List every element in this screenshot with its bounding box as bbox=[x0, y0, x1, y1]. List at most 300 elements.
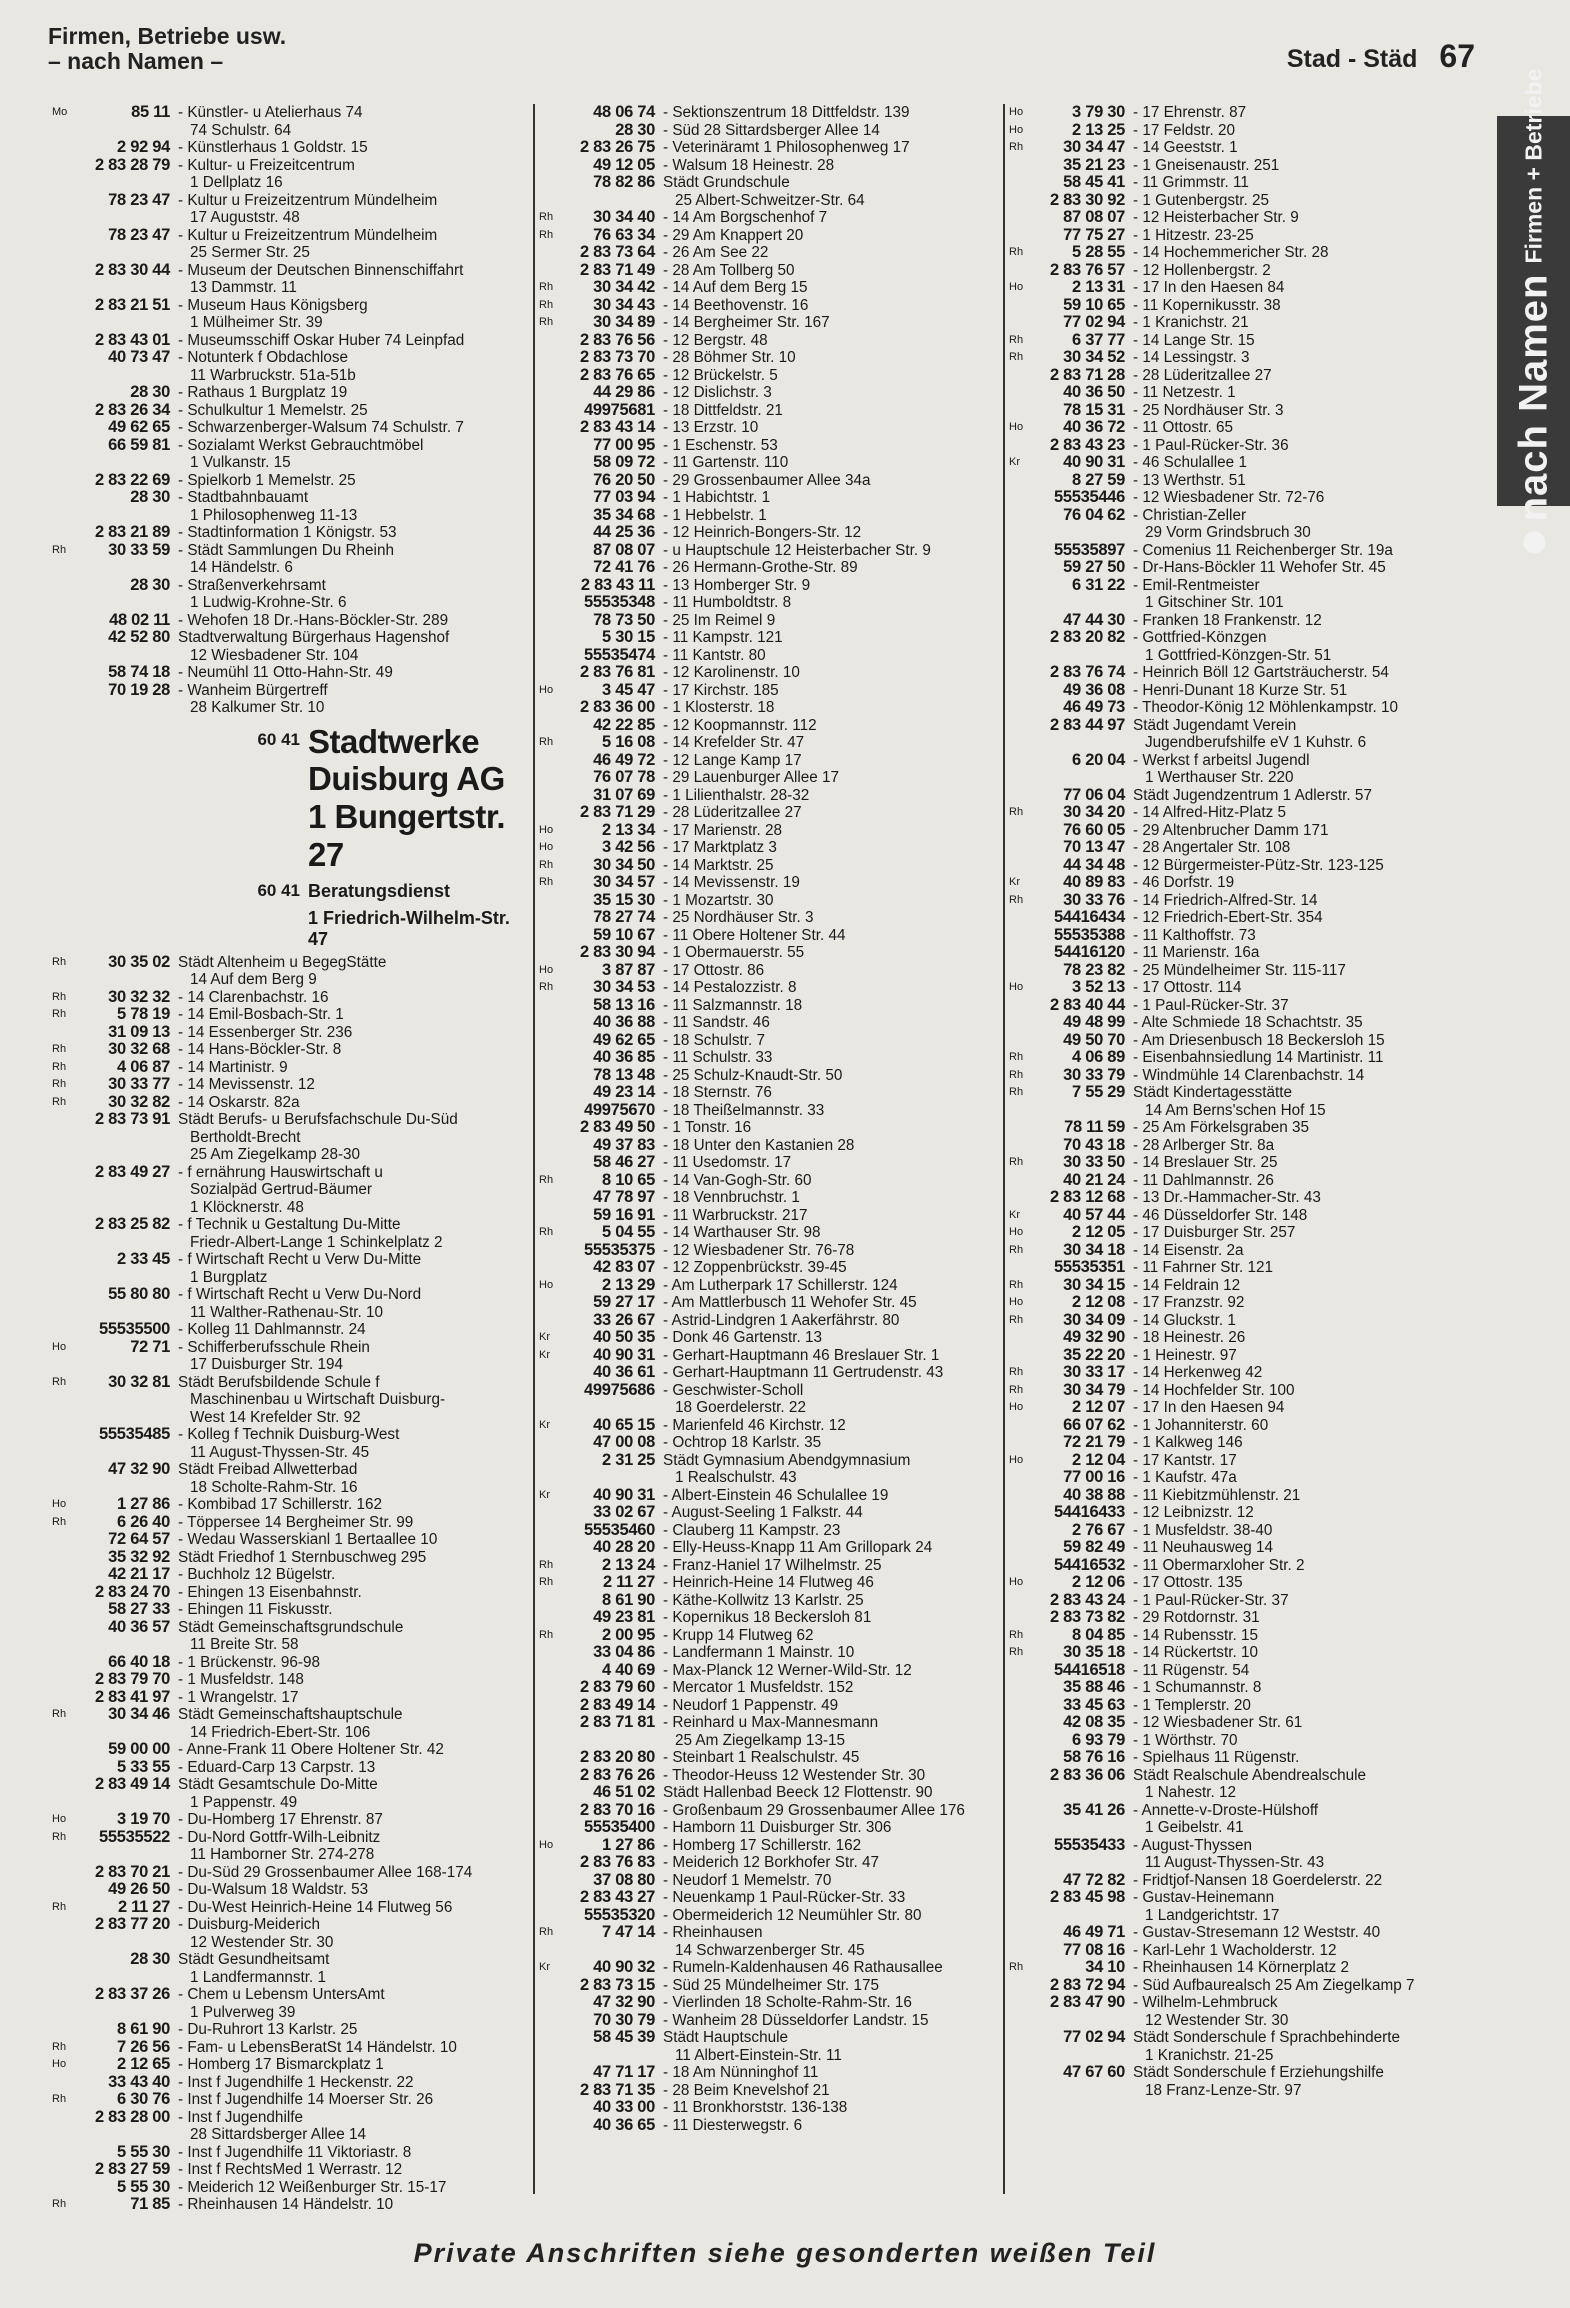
entry-text bbox=[1133, 1714, 1493, 1732]
listing-entry bbox=[48, 489, 533, 524]
listing-entry bbox=[535, 1644, 1003, 1662]
entry-name: - Veterinäramt 1 Philosophenweg 17 bbox=[663, 139, 910, 156]
entry-text bbox=[1133, 122, 1493, 140]
district-prefix bbox=[1005, 1504, 1033, 1522]
phone-number: 58 45 41 bbox=[1063, 173, 1125, 191]
listing-entry bbox=[535, 279, 1003, 297]
district-prefix bbox=[48, 612, 78, 630]
district-prefix bbox=[535, 1679, 563, 1697]
listing-entry bbox=[1005, 1347, 1493, 1365]
column-2 bbox=[533, 104, 1003, 2194]
phone-number: 30 34 09 bbox=[1063, 1310, 1125, 1329]
entry-address-line: 1 Dellplatz 16 bbox=[190, 174, 283, 191]
entry-text bbox=[663, 1627, 1003, 1645]
district-prefix bbox=[535, 1049, 563, 1067]
entry-name: - 46 Schulallee 1 bbox=[1133, 454, 1247, 471]
phone-number: 2 83 21 89 bbox=[95, 523, 170, 541]
listing-entry bbox=[535, 1084, 1003, 1102]
entry-address-line: 1 Landfermannstr. 1 bbox=[190, 1968, 327, 1986]
phone-number: 2 83 71 81 bbox=[580, 1713, 655, 1731]
entry-name: - Gerhart-Hauptmann 11 Gertrudenstr. 43 bbox=[663, 1364, 944, 1381]
entry-name: - Eduard-Carp 13 Carpstr. 13 bbox=[178, 1758, 376, 1776]
entry-name: - 25 Mündelheimer Str. 115-117 bbox=[1133, 961, 1346, 979]
entry-name: - Chem u Lebensm UntersAmt bbox=[178, 1986, 385, 2004]
entry-name: - 14 Auf dem Berg 15 bbox=[663, 279, 808, 296]
entry-name: - 1 Paul-Rücker-Str. 37 bbox=[1133, 1591, 1289, 1609]
entry-text bbox=[663, 1294, 1003, 1312]
district-prefix: Rh bbox=[539, 228, 554, 241]
district-prefix: Rh bbox=[539, 1558, 554, 1571]
entry-name: - u Hauptschule 12 Heisterbacher Str. 9 bbox=[663, 541, 931, 559]
phone-number: 44 25 36 bbox=[593, 523, 655, 541]
listing-entry bbox=[535, 1294, 1003, 1312]
entry-text bbox=[1133, 1924, 1493, 1942]
listing-entry bbox=[1005, 174, 1493, 192]
phone-number: 55535522 bbox=[98, 1827, 170, 1846]
phone-number: 2 83 26 34 bbox=[95, 400, 170, 419]
entry-text bbox=[178, 524, 533, 542]
entry-text bbox=[663, 1854, 1003, 1872]
entry-name: - 28 Am Tollberg 50 bbox=[663, 261, 795, 279]
entry-name: Städt Grundschule bbox=[663, 174, 790, 191]
entry-text bbox=[178, 2196, 533, 2214]
entry-name: - Clauberg 11 Kampstr. 23 bbox=[663, 1521, 841, 1539]
entry-text bbox=[178, 332, 533, 350]
entry-text bbox=[178, 1496, 533, 1514]
entry-address-line: 13 Dammstr. 11 bbox=[190, 279, 297, 296]
entry-name: - 28 Angertaler Str. 108 bbox=[1133, 839, 1291, 856]
entry-text bbox=[663, 157, 1003, 175]
listing-entry bbox=[1005, 1679, 1493, 1697]
entry-text bbox=[1133, 1942, 1493, 1960]
entry-address-line: 17 Auguststr. 48 bbox=[190, 209, 300, 226]
entry-name: - Hamborn 11 Duisburger Str. 306 bbox=[663, 1819, 892, 1836]
entry-text bbox=[178, 419, 533, 437]
listing-entry bbox=[48, 1094, 533, 1112]
listing-entry bbox=[1005, 857, 1493, 875]
entry-text bbox=[1133, 1277, 1493, 1295]
phone-number: 71 85 bbox=[130, 2195, 170, 2214]
entry-name: Städt Sonderschule f Sprachbehinderte bbox=[1133, 2029, 1401, 2046]
entry-address-line: Friedr-Albert-Lange 1 Schinkelplatz 2 bbox=[190, 1233, 443, 1251]
district-prefix: Ho bbox=[52, 1813, 67, 1826]
phone-number: 70 19 28 bbox=[108, 680, 170, 699]
footer-note: Private Anschriften siehe gesonderten weißen Teil bbox=[413, 2238, 1157, 2268]
district-prefix: Rh bbox=[52, 543, 67, 556]
entry-text bbox=[1133, 1347, 1493, 1365]
entry-name: - 12 Dislichstr. 3 bbox=[663, 384, 772, 401]
phone-number: 2 92 94 bbox=[117, 138, 170, 156]
district-prefix bbox=[535, 1749, 563, 1767]
entry-text bbox=[1133, 402, 1493, 420]
entry-name: - Windmühle 14 Clarenbachstr. 14 bbox=[1133, 1066, 1365, 1084]
entry-name: - 1 Lilienthalstr. 28-32 bbox=[663, 786, 810, 804]
phone-number: 1 27 86 bbox=[602, 1835, 655, 1854]
listing-entry bbox=[1005, 629, 1493, 664]
phone-number: 33 43 40 bbox=[108, 2072, 170, 2091]
entry-text bbox=[663, 1802, 1003, 1820]
entry-text bbox=[178, 262, 533, 297]
entry-text bbox=[1133, 664, 1493, 682]
district-prefix bbox=[535, 647, 563, 665]
phone-number: 85 11 bbox=[131, 103, 170, 121]
district-prefix bbox=[48, 1986, 78, 2021]
entry-name: - Du-Ruhrort 13 Karlstr. 25 bbox=[178, 2021, 358, 2039]
phone-number: 2 83 71 35 bbox=[580, 2080, 655, 2099]
entry-name: - 14 Pestalozzistr. 8 bbox=[663, 979, 797, 996]
listing-entry bbox=[535, 209, 1003, 227]
entry-address-line: 14 Am Berns'schen Hof 15 bbox=[1145, 1101, 1326, 1119]
entry-address-line: 12 Wiesbadener Str. 104 bbox=[190, 646, 359, 664]
listing-entry bbox=[535, 1154, 1003, 1172]
entry-name: - 12 Leibnizstr. 12 bbox=[1133, 1504, 1254, 1521]
listing-entry bbox=[48, 954, 533, 989]
listing-entry bbox=[1005, 1364, 1493, 1382]
listing-entry bbox=[1005, 1714, 1493, 1732]
phone-number: 2 11 27 bbox=[602, 1573, 655, 1591]
entry-text bbox=[178, 1601, 533, 1619]
entry-name: - 14 Lessingstr. 3 bbox=[1133, 349, 1250, 366]
entry-name: - 12 Heisterbacher Str. 9 bbox=[1133, 209, 1299, 226]
district-prefix bbox=[1005, 1329, 1033, 1347]
district-prefix bbox=[1005, 909, 1033, 927]
entry-text bbox=[1133, 1959, 1493, 1977]
listing-entry bbox=[1005, 1417, 1493, 1435]
phone-number: 30 32 32 bbox=[108, 987, 170, 1006]
phone-number: 49 26 50 bbox=[108, 1880, 170, 1899]
entry-text bbox=[663, 1574, 1003, 1592]
entry-name: - Künstler- u Atelierhaus 74 bbox=[178, 104, 363, 121]
entry-name: - Inst f Jugendhilfe bbox=[178, 2108, 303, 2126]
phone-number: 55535320 bbox=[583, 1905, 655, 1924]
listing-entry bbox=[1005, 1242, 1493, 1260]
entry-text bbox=[1133, 682, 1493, 700]
phone-number: 7 26 56 bbox=[117, 2037, 170, 2056]
district-prefix bbox=[48, 472, 78, 490]
entry-text bbox=[663, 962, 1003, 980]
listing-entry bbox=[1005, 1399, 1493, 1417]
district-prefix bbox=[1005, 1697, 1033, 1715]
district-prefix bbox=[1005, 1662, 1033, 1680]
phone-number: 5 04 55 bbox=[602, 1223, 655, 1241]
entry-text bbox=[663, 1959, 1003, 1977]
phone-number: 58 74 18 bbox=[108, 663, 170, 681]
listing-entry bbox=[535, 927, 1003, 945]
listing-entry bbox=[535, 367, 1003, 385]
entry-name: - 11 Sandstr. 46 bbox=[663, 1014, 770, 1031]
entry-text bbox=[1133, 1644, 1493, 1662]
entry-text bbox=[663, 104, 1003, 122]
phone-number: 30 34 42 bbox=[593, 278, 655, 296]
entry-text bbox=[1133, 1417, 1493, 1435]
listing-entry bbox=[48, 1601, 533, 1619]
district-prefix bbox=[48, 2161, 78, 2179]
entry-name: - Franz-Haniel 17 Wilhelmstr. 25 bbox=[663, 1556, 882, 1574]
district-prefix bbox=[535, 1067, 563, 1085]
listing-entry bbox=[1005, 1994, 1493, 2029]
phone-number: 49975670 bbox=[583, 1100, 655, 1119]
entry-text bbox=[1133, 1627, 1493, 1645]
phone-number: 58 27 33 bbox=[108, 1600, 170, 1619]
entry-address-line: 25 Am Ziegelkamp 28-30 bbox=[190, 1146, 361, 1164]
phone-number: 55535375 bbox=[583, 1240, 655, 1259]
district-prefix bbox=[535, 1522, 563, 1540]
entry-name: - Astrid-Lindgren 1 Aakerfährstr. 80 bbox=[663, 1311, 900, 1329]
entry-text bbox=[663, 1609, 1003, 1627]
entry-text bbox=[1133, 892, 1493, 910]
listing-entry bbox=[535, 1697, 1003, 1715]
entry-text bbox=[1133, 1802, 1493, 1837]
entry-text bbox=[663, 1172, 1003, 1190]
entry-text bbox=[178, 1584, 533, 1602]
entry-text bbox=[178, 1374, 533, 1427]
entry-name: Städt Jugendzentrum 1 Adlerstr. 57 bbox=[1133, 786, 1372, 804]
phone-number: 2 11 27 bbox=[117, 1897, 170, 1916]
entry-address-line: 1 Pappenstr. 49 bbox=[190, 1793, 298, 1811]
district-prefix bbox=[1005, 157, 1033, 175]
entry-name: - Töppersee 14 Bergheimer Str. 99 bbox=[178, 1513, 414, 1531]
phone-number: 59 00 00 bbox=[108, 1740, 170, 1759]
entry-address-line: 1 Philosophenweg 11-13 bbox=[190, 506, 358, 524]
entry-text bbox=[663, 804, 1003, 822]
entry-text bbox=[663, 1924, 1003, 1959]
entry-name: - Ehingen 11 Fiskusstr. bbox=[178, 1601, 333, 1619]
listing-entry bbox=[535, 384, 1003, 402]
entry-text bbox=[663, 209, 1003, 227]
phone-number: 31 07 69 bbox=[593, 785, 655, 804]
district-prefix: Rh bbox=[1009, 1051, 1024, 1063]
listing-entry bbox=[1005, 1487, 1493, 1505]
entry-name: - 1 Hebbelstr. 1 bbox=[663, 506, 767, 524]
listing-entry bbox=[1005, 577, 1493, 612]
entry-address-line: 28 Kalkumer Str. 10 bbox=[190, 699, 325, 716]
phone-number: 42 83 07 bbox=[593, 1258, 655, 1276]
phone-number: 59 82 49 bbox=[1063, 1538, 1125, 1556]
listing-entry bbox=[48, 1566, 533, 1584]
entry-text bbox=[1133, 1329, 1493, 1347]
phone-number: 2 76 67 bbox=[1072, 1520, 1125, 1539]
district-prefix bbox=[48, 419, 78, 437]
entry-name: - 14 Beethovenstr. 16 bbox=[663, 296, 809, 314]
phone-number: 3 79 30 bbox=[1072, 103, 1125, 121]
phone-number: 2 83 76 65 bbox=[580, 365, 655, 384]
entry-name: - Kolleg f Technik Duisburg-West bbox=[178, 1426, 400, 1444]
phone-number: 2 83 79 60 bbox=[580, 1678, 655, 1696]
entry-text bbox=[178, 629, 533, 664]
entry-name: - Duisburg-Meiderich bbox=[178, 1916, 320, 1934]
phone-number: 76 63 34 bbox=[593, 225, 655, 244]
phone-number: 2 83 49 27 bbox=[95, 1162, 170, 1181]
entry-text bbox=[178, 139, 533, 157]
listing-entry bbox=[535, 1557, 1003, 1575]
entry-name: - Theodor-König 12 Möhlenkampstr. 10 bbox=[1133, 699, 1399, 716]
entry-text bbox=[663, 717, 1003, 735]
district-prefix: Rh bbox=[52, 1375, 67, 1388]
entry-text bbox=[663, 1189, 1003, 1207]
listing-entry bbox=[1005, 1924, 1493, 1942]
entry-name: - 1 Eschenstr. 53 bbox=[663, 436, 778, 454]
phone-number: 59 27 17 bbox=[593, 1293, 655, 1311]
phone-number: 2 83 49 50 bbox=[580, 1118, 655, 1136]
phone-number: 2 83 30 44 bbox=[95, 260, 170, 279]
listing-entry bbox=[1005, 1592, 1493, 1610]
entry-text bbox=[1133, 1084, 1493, 1119]
entry-text bbox=[178, 1251, 533, 1286]
listing-entry bbox=[48, 664, 533, 682]
entry-text bbox=[1133, 139, 1493, 157]
district-prefix: Rh bbox=[1009, 893, 1024, 906]
entry-text bbox=[178, 2039, 533, 2057]
district-prefix: Ho bbox=[1009, 981, 1024, 993]
entry-name: - Alte Schmiede 18 Schachtstr. 35 bbox=[1133, 1014, 1363, 1031]
entry-text bbox=[1133, 1872, 1493, 1890]
listing-entry bbox=[535, 1224, 1003, 1242]
listing-entry bbox=[535, 262, 1003, 280]
phone-number: 6 37 77 bbox=[1072, 330, 1125, 349]
entry-text bbox=[178, 1461, 533, 1496]
listing-entry bbox=[1005, 1889, 1493, 1924]
phone-number: 4 40 69 bbox=[602, 1660, 655, 1679]
district-prefix bbox=[535, 1697, 563, 1715]
entry-name: - Rumeln-Kaldenhausen 46 Rathausallee bbox=[663, 1959, 943, 1976]
entry-name: - 12 Zoppenbrückstr. 39-45 bbox=[663, 1259, 847, 1276]
phone-number: 55535400 bbox=[583, 1818, 655, 1836]
listing-entry bbox=[535, 962, 1003, 980]
listing-entry bbox=[535, 1172, 1003, 1190]
district-prefix bbox=[535, 1189, 563, 1207]
district-prefix: Rh bbox=[52, 1830, 67, 1843]
entry-address-line: 1 Geibelstr. 41 bbox=[1145, 1819, 1244, 1836]
district-prefix bbox=[1005, 822, 1033, 840]
listing-entry bbox=[1005, 1609, 1493, 1627]
district-prefix: Rh bbox=[539, 1226, 554, 1238]
listing-entry bbox=[48, 297, 533, 332]
entry-address-line: West 14 Krefelder Str. 92 bbox=[190, 1408, 361, 1426]
district-prefix bbox=[535, 507, 563, 525]
entry-name: - 14 Marktstr. 25 bbox=[663, 856, 774, 874]
phone-number: 2 83 28 79 bbox=[95, 155, 170, 174]
district-prefix: Rh bbox=[1009, 246, 1024, 258]
phone-number: 3 45 47 bbox=[602, 680, 655, 699]
listing-entry bbox=[48, 1619, 533, 1654]
entry-address-line: 1 Vulkanstr. 15 bbox=[190, 454, 291, 471]
entry-name: - Am Mattlerbusch 11 Wehofer Str. 45 bbox=[663, 1294, 917, 1311]
listing-entry bbox=[1005, 1189, 1493, 1207]
phone-number: 47 72 82 bbox=[1063, 1870, 1125, 1889]
listing-entry bbox=[48, 989, 533, 1007]
listing-entry bbox=[48, 419, 533, 437]
listing-entry bbox=[48, 542, 533, 577]
entry-text bbox=[663, 314, 1003, 332]
entry-text bbox=[1133, 1137, 1493, 1155]
entry-name: - Geschwister-Scholl bbox=[663, 1381, 804, 1399]
listing-entry bbox=[48, 2056, 533, 2074]
entry-text bbox=[1133, 804, 1493, 822]
entry-name: - Inst f RechtsMed 1 Werrastr. 12 bbox=[178, 2161, 403, 2179]
listing-entry bbox=[1005, 192, 1493, 210]
phone-number: 30 34 89 bbox=[593, 313, 655, 331]
phone-number: 55 80 80 bbox=[108, 1285, 170, 1304]
phone-number: 1 27 86 bbox=[117, 1495, 170, 1514]
entry-name: - 14 Bergheimer Str. 167 bbox=[663, 314, 830, 331]
district-prefix: Ho bbox=[539, 1838, 554, 1851]
listing-entry bbox=[48, 1461, 533, 1496]
listing-entry bbox=[48, 1654, 533, 1672]
entry-name: - 12 Bürgermeister-Pütz-Str. 123-125 bbox=[1133, 856, 1384, 874]
phone-number: 5 30 15 bbox=[602, 628, 655, 646]
listing-entry bbox=[48, 1741, 533, 1759]
phone-number: 34 10 bbox=[1085, 1958, 1125, 1976]
district-prefix bbox=[535, 944, 563, 962]
district-prefix: Ho bbox=[1009, 1576, 1024, 1588]
listing-entry bbox=[48, 2161, 533, 2179]
district-prefix: Ho bbox=[52, 1498, 67, 1511]
phone-number: 6 31 22 bbox=[1072, 575, 1125, 594]
phone-number: 2 83 71 49 bbox=[580, 260, 655, 279]
district-prefix bbox=[1005, 437, 1033, 455]
phone-number: 77 00 95 bbox=[593, 435, 655, 454]
phone-number: 2 31 25 bbox=[602, 1450, 655, 1469]
phone-number: 42 21 17 bbox=[108, 1565, 170, 1584]
district-prefix bbox=[535, 699, 563, 717]
entry-text bbox=[178, 1654, 533, 1672]
entry-name: - 1 Gneisenaustr. 251 bbox=[1133, 156, 1280, 174]
listing-entry bbox=[48, 384, 533, 402]
phone-number: 77 02 94 bbox=[1063, 2028, 1125, 2046]
phone-number: 55535348 bbox=[583, 593, 655, 611]
entry-text bbox=[1133, 297, 1493, 315]
listing-entry bbox=[1005, 1697, 1493, 1715]
district-prefix: Ho bbox=[1009, 123, 1024, 136]
phone-number: 59 10 65 bbox=[1063, 295, 1125, 314]
listing-entry bbox=[535, 1592, 1003, 1610]
listing-entry bbox=[48, 1111, 533, 1164]
phone-number: 78 15 31 bbox=[1063, 400, 1125, 419]
entry-name: Städt Freibad Allwetterbad bbox=[178, 1461, 358, 1479]
phone-number: 49975681 bbox=[583, 400, 655, 419]
entry-address-line: 1 Gitschiner Str. 101 bbox=[1145, 594, 1284, 611]
entry-name: Städt Friedhof 1 Sternbuschweg 295 bbox=[178, 1548, 427, 1566]
entry-text bbox=[663, 1102, 1003, 1120]
entry-text bbox=[178, 2021, 533, 2039]
district-prefix bbox=[1005, 262, 1033, 280]
entry-name: - 1 Klosterstr. 18 bbox=[663, 699, 775, 716]
entry-name: - 11 Gartenstr. 110 bbox=[663, 454, 789, 471]
entry-name: - Straßenverkehrsamt bbox=[178, 576, 326, 594]
listing-entry bbox=[1005, 1207, 1493, 1225]
phone-number: 4 06 87 bbox=[117, 1057, 170, 1076]
phone-number: 40 21 24 bbox=[1063, 1170, 1125, 1189]
district-prefix: Rh bbox=[1009, 806, 1024, 818]
listing-entry bbox=[1005, 1084, 1493, 1119]
listing-entry bbox=[1005, 1977, 1493, 1995]
listing-entry bbox=[535, 2082, 1003, 2100]
listing-entry bbox=[1005, 1172, 1493, 1190]
entry-text bbox=[663, 1749, 1003, 1767]
phone-number: 66 59 81 bbox=[108, 435, 170, 454]
district-prefix bbox=[48, 682, 78, 717]
entry-text bbox=[178, 402, 533, 420]
district-prefix: Rh bbox=[1009, 1383, 1024, 1396]
entry-name: - Neudorf 1 Pappenstr. 49 bbox=[663, 1696, 839, 1714]
listing-entry bbox=[535, 822, 1003, 840]
phone-number: 35 88 46 bbox=[1063, 1678, 1125, 1696]
entry-name: Städt Hauptschule bbox=[663, 2029, 789, 2046]
entry-text bbox=[663, 1644, 1003, 1662]
entry-text bbox=[663, 332, 1003, 350]
district-prefix bbox=[48, 629, 78, 664]
column-3 bbox=[1003, 104, 1493, 2194]
